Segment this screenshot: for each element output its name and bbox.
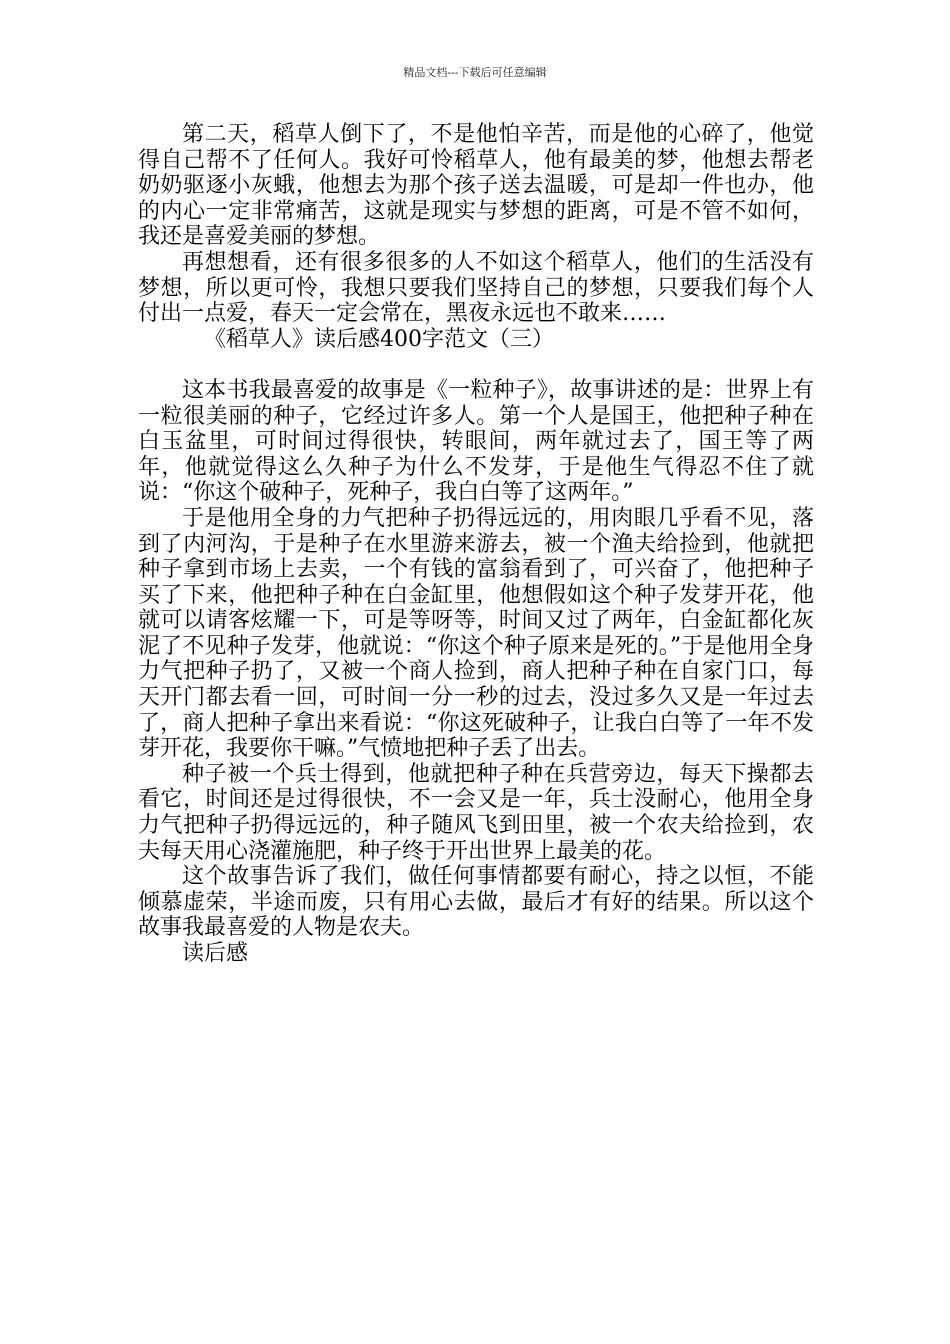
paragraph-1: 第二天，稻草人倒下了，不是他怕辛苦，而是他的心碎了，他觉得自己帮不了任何人。我好可怜稻草人，他有最美的梦，他想去帮老奶奶驱逐小灰蛾，他想去为那个孩子送去温暖，可是却一件也办，他的内心一定非常痛苦，这就是现实与梦想的距离，可是不管不如何，我还是喜爱美丽的梦想。 — [138, 122, 814, 250]
paragraph-4: 于是他用全身的力气把种子扔得远远的，用肉眼几乎看不见，落到了内河沟，于是种子在水里游来游去，被一个渔夫给捡到，他就把种子拿到市场上去卖，一个有钱的富翁看到了，可兴奋了，他把种子买了下来，他把种子种在白金缸里，他想假如这个种子发芽开花，他就可以请客炫耀一下，可是等呀等，时间又过了两年，白金缸都化灰泥了不见种子发芽，他就说：“你这个种子原来是死的。”于是他用全身力气把种子扔了，又被一个商人捡到，商人把种子种在自家门口，每天开门都去看一回，可时间一分一秒的过去，没过多久又是一年过去了，商人把种子拿出来看说：“你这死破种子，让我白白等了一年不发芽开花，我要你干嘛。”气愤地把种子丢了出去。 — [138, 505, 814, 762]
paragraph-5: 种子被一个兵士得到，他就把种子种在兵营旁边，每天下操都去看它，时间还是过得很快，不一会又是一年，兵士没耐心，他用全身力气把种子扔得远远的，种子随风飞到田里，被一个农夫给捡到，农夫每天用心浇灌施肥，种子终于开出世界上最美的花。 — [138, 761, 814, 864]
paragraph-3: 这本书我最喜爱的故事是《一粒种子》，故事讲述的是：世界上有一粒很美丽的种子，它经过许多人。第一个人是国王，他把种子种在白玉盆里，可时间过得很快，转眼间，两年就过去了，国王等了两年，他就觉得这么久种子为什么不发芽，于是他生气得忍不住了就说：“你这个破种子，死种子，我白白等了这两年。” — [138, 377, 814, 506]
page-header: 精品文档---下载后可任意编辑 — [403, 66, 547, 79]
blank-line — [138, 352, 814, 378]
section-heading: 《稻草人》读后感400字范文（三） — [204, 326, 554, 352]
document-body — [138, 122, 814, 967]
paragraph-7: 读后感 — [182, 941, 249, 966]
paragraph-6: 这个故事告诉了我们，做任何事情都要有耐心，持之以恒，不能倾慕虚荣，半途而废，只有用心去做，最后才有好的结果。所以这个故事我最喜爱的人物是农夫。 — [138, 864, 814, 941]
paragraph-2: 再想想看，还有很多很多的人不如这个稻草人，他们的生活没有梦想，所以更可怜，我想只要我们坚持自己的梦想，只要我们每个人付出一点爱，春天一定会常在，黑夜永远也不敢来…… — [138, 249, 814, 327]
